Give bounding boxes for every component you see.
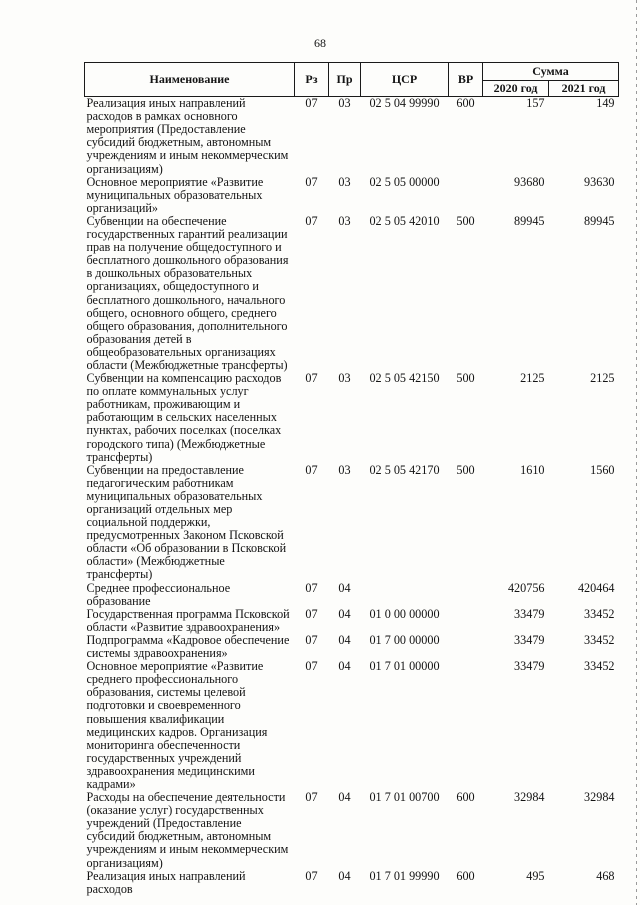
row-sum-2021: 468: [596, 868, 615, 883]
table-row: [85, 608, 619, 634]
row-csr: 01 7 00 00000: [369, 632, 440, 647]
row-sum-2020: 89945: [514, 213, 545, 228]
scan-edge-line: [636, 0, 637, 905]
table-row: [85, 791, 619, 870]
row-sum-2020: 33479: [514, 606, 545, 621]
row-sum-2021: 1560: [590, 462, 615, 477]
row-sum-2020: 420756: [507, 580, 545, 595]
row-rz: 07: [305, 659, 318, 674]
row-sum-2021: 89945: [584, 213, 615, 228]
row-rz: 07: [305, 868, 318, 883]
row-vr: 500: [456, 462, 475, 477]
header-pr: Пр: [329, 63, 361, 97]
row-pr: 03: [338, 174, 351, 189]
row-name: Основное мероприятие «Развитие среднего профессионального образования, системы целевой подготовки и своевременного повышения квалификации медицинских кадров. Организация мониторинга обеспеченности государственных учреждений здравоохранения медицинскими кадрами»: [86, 659, 268, 791]
row-pr: 04: [338, 632, 351, 647]
row-sum-2021: 33452: [584, 659, 615, 674]
row-name: Реализация иных направлений расходов: [86, 868, 246, 896]
row-vr: 600: [456, 868, 475, 883]
row-csr: 01 7 01 00700: [369, 790, 440, 805]
header-year-2021: 2021 год: [549, 81, 619, 97]
row-name: Субвенции на компенсацию расходов по оплате коммунальных услуг работникам, проживающим и работающим в сельских населенных пунктах, рабочих поселках (поселках городского типа) (Межбюджетные трансферты): [86, 371, 282, 464]
row-pr: 04: [338, 606, 351, 621]
row-sum-2020: 495: [526, 868, 545, 883]
row-csr: 01 7 01 00000: [369, 659, 440, 674]
table-row: [85, 215, 619, 372]
row-vr: 600: [456, 96, 475, 111]
header-sum: Сумма: [483, 63, 619, 81]
table-row: [85, 634, 619, 660]
row-sum-2020: 93680: [514, 174, 545, 189]
header-name: Наименование: [85, 63, 295, 97]
row-pr: 03: [338, 371, 351, 386]
row-csr: 01 0 00 00000: [369, 606, 440, 621]
row-csr: [361, 582, 449, 608]
row-pr: 04: [338, 790, 351, 805]
row-vr: [449, 176, 483, 215]
table-row: [85, 870, 619, 896]
row-rz: 07: [305, 462, 318, 477]
table-row: [85, 372, 619, 464]
budget-table: [84, 62, 619, 896]
row-name: Подпрограмма «Кадровое обеспечение системы здравоохранения»: [86, 632, 290, 661]
row-rz: 07: [305, 96, 318, 111]
row-name: Субвенции на предоставление педагогическим работникам муниципальных образовательных организаций отдельных мер социальной поддержки, предусмотренных Законом Псковской области «Об образовании в Псковской области» (Межбюджетные трансферты): [86, 462, 287, 582]
row-pr: 04: [338, 868, 351, 883]
row-sum-2021: 149: [596, 96, 615, 111]
row-pr: 03: [338, 462, 351, 477]
row-vr: 500: [456, 213, 475, 228]
row-rz: 07: [305, 790, 318, 805]
row-sum-2020: 32984: [514, 790, 545, 805]
row-sum-2021: 32984: [584, 790, 615, 805]
row-sum-2021: 2125: [590, 371, 615, 386]
row-name: Субвенции на обеспечение государственных гарантий реализации прав на получение общедоступного и бесплатного дошкольного образования в дошкольных образовательных организациях, общедоступного и бесплатного дошкольного, начального общего, основного общего, среднего общего образования, дополнительного образования детей в общеобразовательных организациях области (Межбюджетные трансферты): [86, 213, 289, 372]
row-rz: 07: [305, 632, 318, 647]
row-csr: 02 5 05 00000: [369, 174, 440, 189]
row-csr: 02 5 05 42150: [369, 371, 440, 386]
row-sum-2020: 1610: [520, 462, 545, 477]
header-csr: ЦСР: [361, 63, 449, 97]
row-pr: 03: [338, 96, 351, 111]
table-row: [85, 582, 619, 608]
row-sum-2020: 2125: [520, 371, 545, 386]
row-sum-2020: 33479: [514, 659, 545, 674]
row-pr: 04: [338, 659, 351, 674]
row-csr: 01 7 01 99990: [369, 868, 440, 883]
table-body: [85, 97, 619, 896]
row-vr: [449, 608, 483, 634]
row-rz: 07: [305, 371, 318, 386]
row-pr: 03: [338, 213, 351, 228]
table-row: [85, 176, 619, 215]
row-name: Расходы на обеспечение деятельности (оказание услуг) государственных учреждений (Предоставление субсидий бюджетным, автономным учреждениям и иным некоммерческим организациям): [86, 790, 289, 870]
row-sum-2021: 33452: [584, 632, 615, 647]
row-name: Основное мероприятие «Развитие муниципальных образовательных организаций»: [86, 174, 264, 215]
row-vr: [449, 582, 483, 608]
row-vr: 600: [456, 790, 475, 805]
row-sum-2021: 420464: [577, 580, 615, 595]
table-row: [85, 464, 619, 582]
row-sum-2020: 157: [526, 96, 545, 111]
row-vr: [449, 634, 483, 660]
row-sum-2021: 93630: [584, 174, 615, 189]
row-name: Государственная программа Псковской области «Развитие здравоохранения»: [86, 606, 290, 634]
header-vr: ВР: [449, 63, 483, 97]
row-rz: 07: [305, 606, 318, 621]
row-vr: [449, 660, 483, 791]
row-name: Среднее профессиональное образование: [86, 580, 231, 608]
row-csr: 02 5 05 42170: [369, 462, 440, 477]
row-sum-2020: 33479: [514, 632, 545, 647]
table-row: [85, 660, 619, 791]
header-rz: Рз: [295, 63, 329, 97]
row-rz: 07: [305, 580, 318, 595]
row-rz: 07: [305, 174, 318, 189]
row-rz: 07: [305, 213, 318, 228]
row-vr: 500: [456, 371, 475, 386]
row-name: Реализация иных направлений расходов в рамках основного мероприятия (Предоставление субсидий бюджетным, автономным учреждениям и иным некоммерческим организациям): [86, 96, 289, 176]
row-sum-2021: 33452: [584, 606, 615, 621]
header-year-2020: 2020 год: [483, 81, 549, 97]
page-number: 68: [314, 36, 326, 50]
table-header: [85, 63, 619, 97]
row-csr: 02 5 04 99990: [369, 96, 440, 111]
table-row: [85, 97, 619, 176]
row-pr: 04: [338, 580, 351, 595]
row-csr: 02 5 05 42010: [369, 213, 440, 228]
